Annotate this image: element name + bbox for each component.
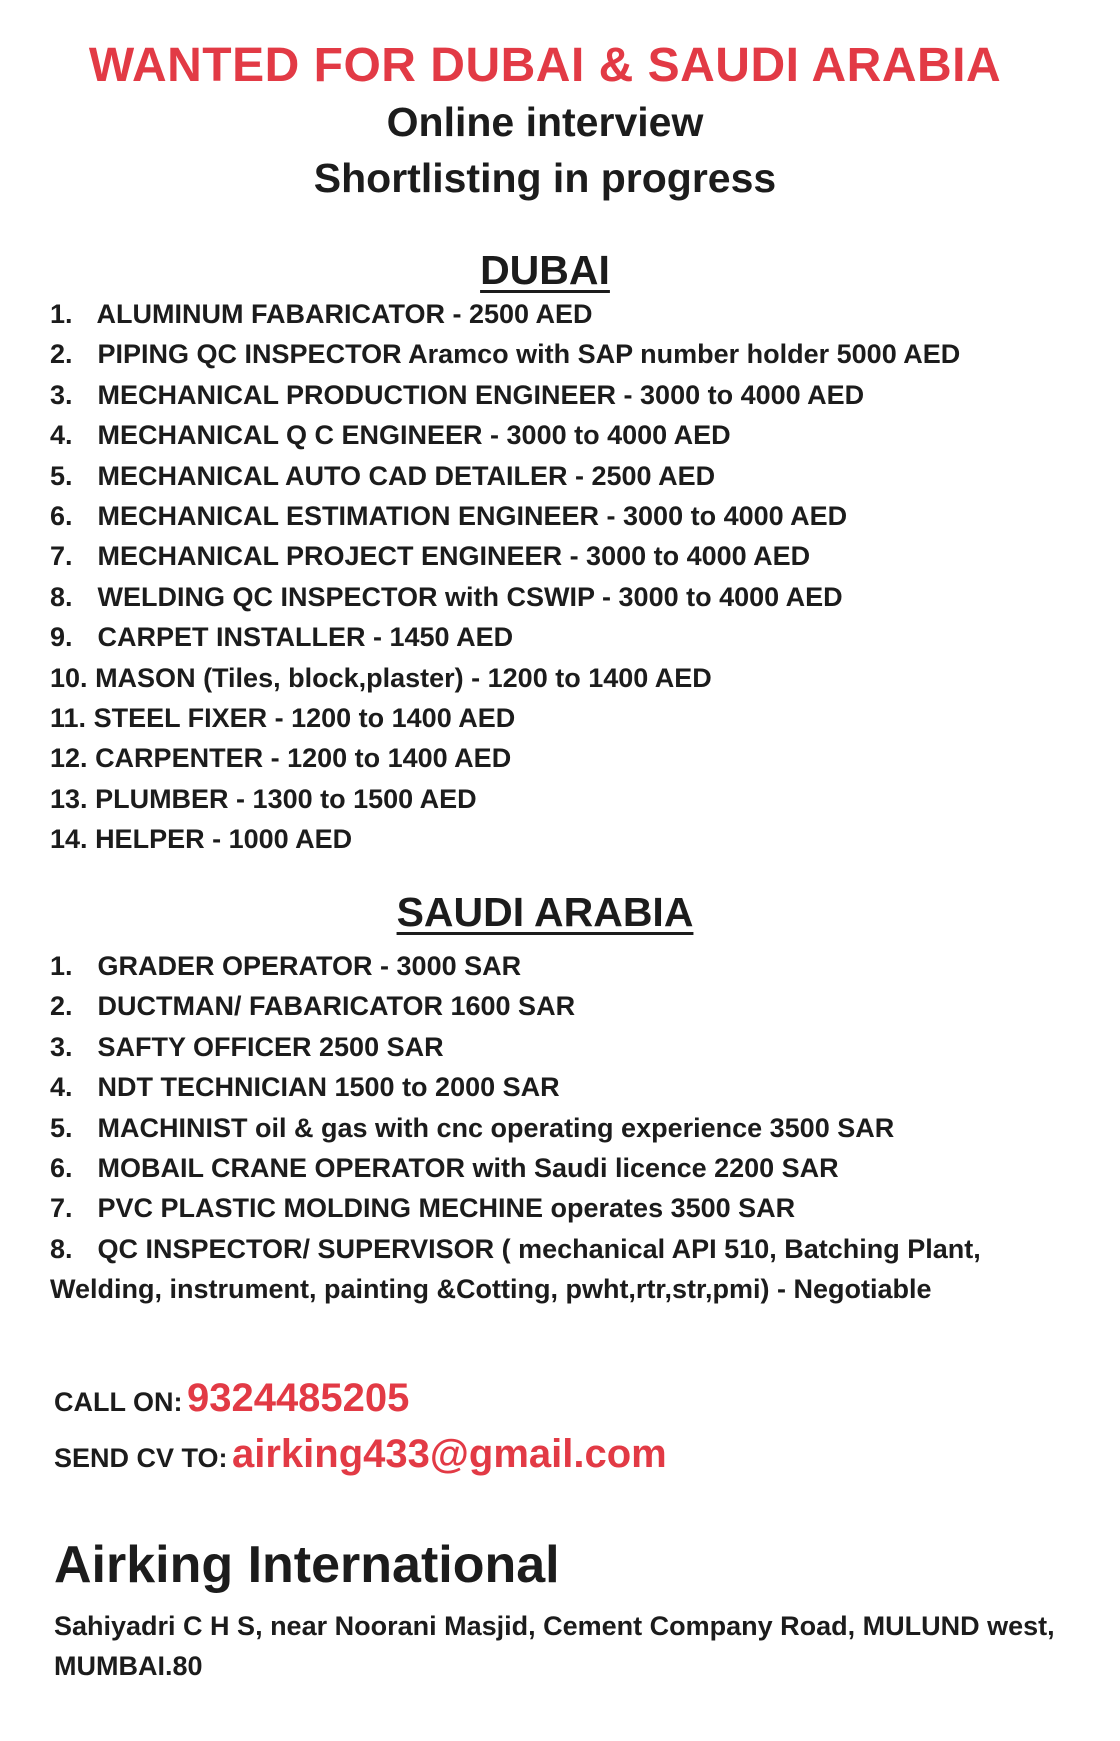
- list-item-number: 10.: [50, 662, 88, 693]
- subheading-online-interview: Online interview: [386, 99, 704, 145]
- send-cv-row: [54, 1432, 667, 1477]
- list-item-number: 1.: [50, 299, 73, 329]
- list-item-text: MACHINIST oil & gas with cnc operating experience 3500 SAR: [97, 1112, 895, 1143]
- list-item: [50, 617, 1100, 657]
- list-item-number: 5.: [50, 460, 73, 491]
- list-item-text: PLUMBER - 1300 to 1500 AED: [95, 783, 477, 814]
- list-item-text: HELPER - 1000 AED: [95, 824, 353, 855]
- list-item-number: 7.: [50, 1193, 73, 1224]
- list-item-text: WELDING QC INSPECTOR with CSWIP - 3000 to 4000 AED: [97, 581, 843, 612]
- list-item: [50, 1067, 1100, 1107]
- list-item-number: 2.: [50, 991, 73, 1022]
- list-item-text: MECHANICAL PROJECT ENGINEER - 3000 to 4000 AED: [97, 541, 811, 572]
- list-item-number: 3.: [50, 379, 73, 410]
- list-item: [50, 536, 1100, 576]
- list-item: [50, 946, 1100, 986]
- send-cv-label: SEND CV TO:: [54, 1443, 228, 1473]
- list-item-number: 4.: [50, 420, 73, 451]
- section-title-saudi-text: SAUDI ARABIA: [396, 889, 694, 935]
- list-item-number: 12.: [50, 743, 88, 774]
- list-item-number: 1.: [50, 951, 73, 981]
- list-item: [50, 1148, 1100, 1188]
- list-item-text: MOBAIL CRANE OPERATOR with Saudi licence 2200 SAR: [97, 1153, 839, 1184]
- company-address: Sahiyadri C H S, near Noorani Masjid, Cement Company Road, MULUND west, MUMBAI.80: [54, 1611, 1055, 1681]
- list-item-text: MASON (Tiles, block,plaster) - 1200 to 1400 AED: [95, 662, 712, 693]
- list-item-text: MECHANICAL ESTIMATION ENGINEER - 3000 to 4000 AED: [97, 501, 848, 532]
- list-item: [50, 375, 1100, 415]
- list-item-text: MECHANICAL AUTO CAD DETAILER - 2500 AED: [97, 460, 716, 491]
- phone-number[interactable]: 9324485205: [186, 1376, 410, 1420]
- list-item-number: 4.: [50, 1072, 73, 1103]
- list-item-text: STEEL FIXER - 1200 to 1400 AED: [93, 703, 516, 734]
- list-item: [50, 456, 1100, 496]
- list-item-number: 9.: [50, 622, 73, 653]
- list-item-text: QC INSPECTOR/ SUPERVISOR ( mechanical API 510, Batching Plant, Welding, instrument, painting &Cotting, pwht,rtr,str,pmi) - Negotiable: [50, 1233, 981, 1304]
- company-name: Airking International: [54, 1536, 560, 1594]
- list-item-text: PVC PLASTIC MOLDING MECHINE operates 3500 SAR: [97, 1193, 796, 1224]
- list-item-text: PIPING QC INSPECTOR Aramco with SAP number holder 5000 AED: [97, 339, 961, 370]
- list-item-text: MECHANICAL Q C ENGINEER - 3000 to 4000 AED: [97, 420, 731, 451]
- list-item-number: 13.: [50, 783, 88, 814]
- call-on-row: [54, 1376, 409, 1421]
- section-title-dubai-text: DUBAI: [480, 247, 610, 293]
- list-item: [50, 415, 1100, 455]
- list-item-number: 7.: [50, 541, 73, 572]
- list-item-number: 6.: [50, 1153, 73, 1184]
- list-item-number: 8.: [50, 581, 73, 612]
- list-item-text: SAFTY OFFICER 2500 SAR: [97, 1031, 444, 1062]
- list-item-number: 2.: [50, 339, 73, 370]
- list-item-text: DUCTMAN/ FABARICATOR 1600 SAR: [97, 991, 576, 1022]
- list-item: [50, 334, 1100, 374]
- list-item-text: NDT TECHNICIAN 1500 to 2000 SAR: [97, 1072, 560, 1103]
- list-item: [50, 577, 1100, 617]
- list-item: [50, 1229, 1100, 1309]
- list-item: [50, 738, 1100, 778]
- list-item: [50, 658, 1100, 698]
- list-item-number: 6.: [50, 501, 73, 532]
- list-item: [50, 1108, 1100, 1148]
- list-item-text: MECHANICAL PRODUCTION ENGINEER - 3000 to 4000 AED: [97, 379, 865, 410]
- list-item: [50, 819, 1100, 859]
- call-on-label: CALL ON:: [54, 1387, 183, 1417]
- list-item: [50, 698, 1100, 738]
- section-title-dubai: [0, 246, 1090, 294]
- list-item-text: CARPENTER - 1200 to 1400 AED: [95, 743, 512, 774]
- email-address[interactable]: airking433@gmail.com: [231, 1432, 667, 1476]
- list-item: [50, 496, 1100, 536]
- list-item-text: ALUMINUM FABARICATOR - 2500 AED: [96, 299, 593, 329]
- list-item: [50, 986, 1100, 1026]
- list-item: [50, 779, 1100, 819]
- list-item: [50, 1027, 1100, 1067]
- headline: WANTED FOR DUBAI & SAUDI ARABIA: [88, 39, 1002, 92]
- list-item-number: 8.: [50, 1233, 73, 1264]
- list-item: [50, 1188, 1100, 1228]
- list-item-text: GRADER OPERATOR - 3000 SAR: [97, 951, 522, 981]
- list-item-number: 14.: [50, 824, 88, 855]
- dubai-job-list: [50, 294, 1100, 860]
- list-item-text: CARPET INSTALLER - 1450 AED: [97, 622, 514, 653]
- list-item-number: 5.: [50, 1112, 73, 1143]
- list-item: [50, 294, 1100, 334]
- subheading-shortlisting: Shortlisting in progress: [313, 155, 777, 201]
- saudi-job-list: [50, 946, 1100, 1309]
- list-item-number: 11.: [50, 703, 87, 734]
- list-item-number: 3.: [50, 1031, 73, 1062]
- section-title-saudi-arabia: [0, 888, 1090, 936]
